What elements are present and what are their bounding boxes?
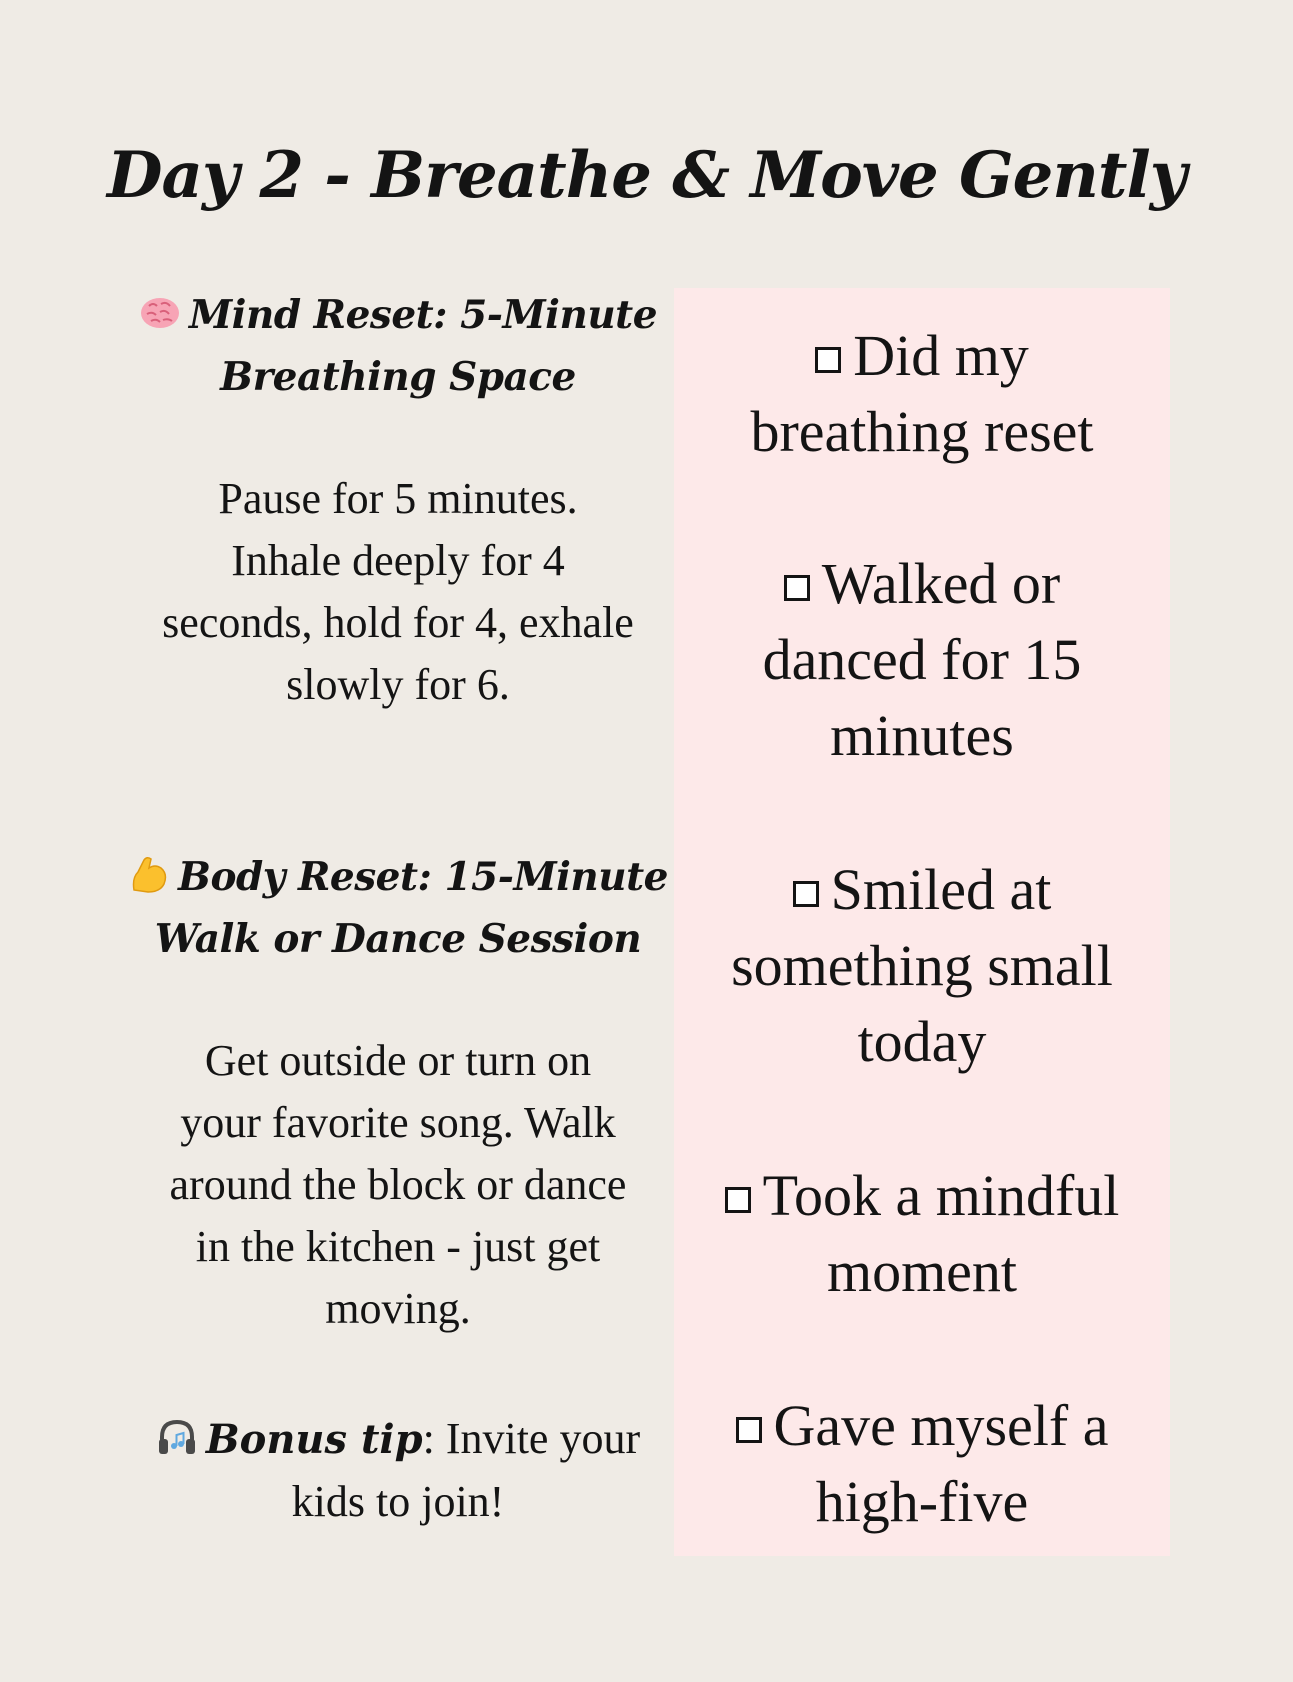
checklist-item-text: today: [857, 1009, 987, 1074]
body-reset-heading: [128, 846, 668, 970]
bonus-tip: [128, 1408, 668, 1533]
mind-reset-text: [128, 468, 668, 716]
body-reset-text-line: Get outside or turn on: [204, 1036, 592, 1085]
bonus-tip-text: : Invite your: [422, 1414, 641, 1463]
body-reset-text: [128, 1030, 668, 1340]
checklist-item-text: breathing reset: [750, 399, 1094, 464]
mind-reset-heading-line2: Breathing Space: [220, 354, 576, 400]
checklist-item: [674, 852, 1170, 1080]
mind-reset-heading-line1: Mind Reset: 5-Minute: [188, 292, 658, 338]
bonus-tip-text-line2: kids to join!: [291, 1477, 505, 1526]
mind-reset-text-line: Inhale deeply for 4: [231, 536, 565, 585]
checklist-item: [674, 1388, 1170, 1540]
checklist-item-text: danced for 15: [762, 627, 1082, 692]
checkbox[interactable]: [725, 1187, 751, 1213]
body-reset-section: [128, 846, 668, 1340]
checkbox[interactable]: [815, 347, 841, 373]
mind-reset-text-line: slowly for 6.: [286, 660, 510, 709]
body-reset-heading-line2: Walk or Dance Session: [154, 916, 642, 962]
checklist-item-text: Took a mindful: [762, 1163, 1120, 1228]
checklist-item-text: high-five: [815, 1469, 1029, 1534]
checklist-item-text: Gave myself a: [773, 1393, 1109, 1458]
checkbox[interactable]: [793, 881, 819, 907]
flexed-biceps-icon: [128, 854, 170, 894]
mind-reset-section: [128, 284, 668, 716]
headphones-icon: [156, 1417, 198, 1457]
mind-reset-heading: [128, 284, 668, 408]
checklist-item: [674, 546, 1170, 774]
checklist-panel: [674, 288, 1170, 1556]
mind-reset-text-line: Pause for 5 minutes.: [218, 474, 578, 523]
body-reset-text-line: your favorite song. Walk: [180, 1098, 616, 1147]
brain-icon: [139, 292, 181, 332]
body-reset-text-line: moving.: [325, 1284, 471, 1333]
checklist-item-text: minutes: [830, 703, 1014, 768]
checklist-item: [674, 318, 1170, 470]
checkbox[interactable]: [784, 575, 810, 601]
checklist-item-text: Smiled at: [830, 857, 1052, 922]
page-title: Day 2 - Breathe & Move Gently: [107, 138, 1186, 213]
body-reset-text-line: in the kitchen - just get: [195, 1222, 601, 1271]
checklist-item-text: Walked or: [821, 551, 1061, 616]
checklist-item-text: moment: [826, 1239, 1018, 1304]
mind-reset-text-line: seconds, hold for 4, exhale: [162, 598, 634, 647]
checklist-item-text: Did my: [853, 323, 1029, 388]
checklist-item: [674, 1158, 1170, 1310]
bonus-tip-label: Bonus tip: [205, 1416, 423, 1463]
checkbox[interactable]: [736, 1417, 762, 1443]
body-reset-text-line: around the block or dance: [169, 1160, 627, 1209]
body-reset-heading-line1: Body Reset: 15-Minute: [178, 854, 668, 900]
checklist-item-text: something small: [731, 933, 1113, 998]
